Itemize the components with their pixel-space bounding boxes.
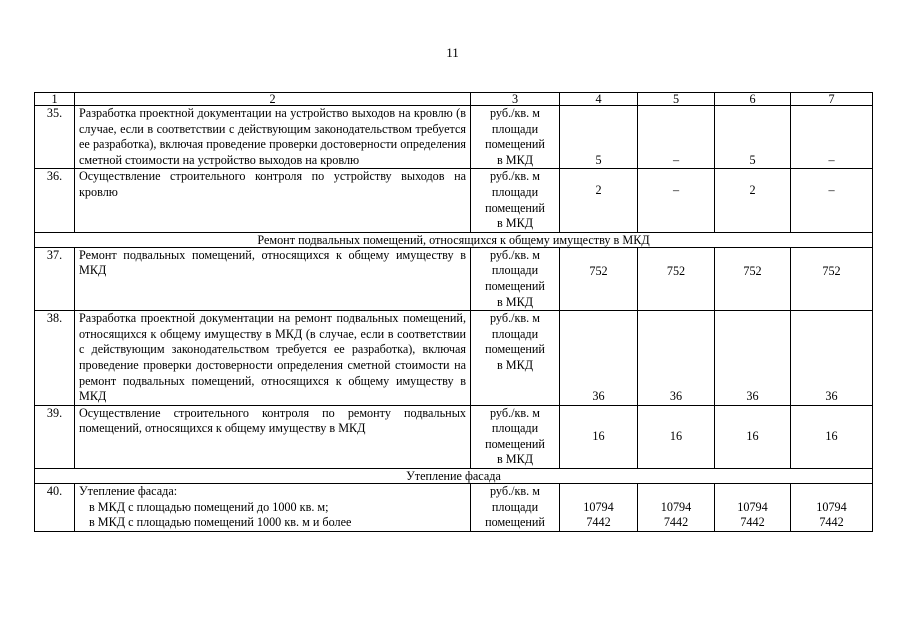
section-row: [35, 469, 873, 484]
value-col-6: 5: [715, 106, 791, 169]
unit-line: в МКД: [496, 294, 534, 309]
value-line: 7442: [586, 515, 611, 530]
row-subitem: в МКД с площадью помещений 1000 кв. м и более: [89, 515, 352, 530]
value-col-4: [560, 484, 638, 532]
header-cell-4: 4: [560, 93, 638, 106]
value-col-5: [638, 484, 715, 532]
header-cell-7: 7: [791, 93, 873, 106]
value-col-6: 16: [715, 405, 791, 468]
value-col-7: 16: [791, 405, 873, 468]
unit-line: в МКД: [496, 152, 534, 167]
unit-line: руб./кв. м: [490, 169, 540, 184]
row-unit: [471, 106, 560, 169]
value-col-5: –: [638, 169, 715, 232]
row-description: Осуществление строительного контроля по ремонту подвальных помещений, относящихся к общему имуществу в МКД: [75, 405, 471, 468]
section-row: [35, 232, 873, 247]
unit-line: руб./кв. м: [490, 311, 540, 326]
page-number: 11: [446, 45, 459, 60]
table-row: [35, 169, 873, 232]
row-description: [75, 484, 471, 532]
value-col-7: –: [791, 169, 873, 232]
value-col-6: 752: [715, 247, 791, 310]
table-row: [35, 405, 873, 468]
row-unit: [471, 247, 560, 310]
header-row: [35, 93, 873, 106]
unit-line: в МКД: [496, 452, 534, 467]
value-col-6: 2: [715, 169, 791, 232]
row-number: 37.: [35, 247, 75, 310]
header-cell-6: 6: [715, 93, 791, 106]
value-col-7: –: [791, 106, 873, 169]
value-col-7: [791, 484, 873, 532]
value-line: 10794: [660, 499, 692, 514]
value-col-5: –: [638, 106, 715, 169]
row-number: 39.: [35, 405, 75, 468]
unit-line: помещений: [485, 200, 545, 215]
row-unit: [471, 169, 560, 232]
section-title: Ремонт подвальных помещений, относящихся к общему имуществу в МКД: [35, 232, 873, 247]
table-row: [35, 247, 873, 310]
value-line: 10794: [816, 499, 847, 514]
unit-line: помещений: [485, 515, 545, 530]
unit-line: помещений: [485, 342, 545, 357]
unit-line: в МКД: [496, 357, 534, 372]
row-number: 35.: [35, 106, 75, 169]
value-col-4: 36: [560, 311, 638, 406]
unit-line: руб./кв. м: [490, 405, 540, 420]
row-description: Ремонт подвальных помещений, относящихся к общему имуществу в МКД: [75, 247, 471, 310]
value-col-5: 752: [638, 247, 715, 310]
value-col-4: 752: [560, 247, 638, 310]
row-description-title: Утепление фасада:: [79, 484, 178, 499]
row-description: Осуществление строительного контроля по устройству выходов на кровлю: [75, 169, 471, 232]
unit-line: площади: [491, 121, 539, 136]
row-unit: [471, 311, 560, 406]
unit-line: руб./кв. м: [490, 484, 540, 499]
value-line: 7442: [819, 515, 844, 530]
value-col-5: 16: [638, 405, 715, 468]
table-row: [35, 484, 873, 532]
unit-line: помещений: [485, 137, 545, 152]
header-cell-1: 1: [35, 93, 75, 106]
value-line: 7442: [740, 515, 765, 530]
value-col-7: 752: [791, 247, 873, 310]
row-subitem: в МКД с площадью помещений до 1000 кв. м;: [89, 499, 329, 514]
unit-line: площади: [491, 499, 539, 514]
table-row: [35, 311, 873, 406]
unit-line: площади: [491, 184, 539, 199]
unit-line: помещений: [485, 436, 545, 451]
unit-line: площади: [491, 421, 539, 436]
value-col-6: [715, 484, 791, 532]
row-number: 36.: [35, 169, 75, 232]
value-col-4: 16: [560, 405, 638, 468]
value-line: 10794: [737, 499, 768, 514]
row-description: Разработка проектной документации на ремонт подвальных помещений, относящихся к общему имуществу в МКД (в случае, если в соответствии с действующим законодательством требуется ее разработка), включая проведение проверки достоверности определения сметной стоимости на ремонт подвальных помещений, относящихся к общему имуществу в МКД: [75, 311, 471, 406]
value-col-7: 36: [791, 311, 873, 406]
value-col-4: 5: [560, 106, 638, 169]
value-col-6: 36: [715, 311, 791, 406]
value-line: 10794: [583, 499, 614, 514]
value-col-5: 36: [638, 311, 715, 406]
value-col-4: 2: [560, 169, 638, 232]
header-cell-3: 3: [471, 93, 560, 106]
unit-line: руб./кв. м: [490, 247, 540, 262]
value-line: 7442: [663, 515, 689, 530]
unit-line: площади: [491, 326, 539, 341]
row-number: 40.: [35, 484, 75, 532]
header-cell-5: 5: [638, 93, 715, 106]
row-number: 38.: [35, 311, 75, 406]
unit-line: помещений: [485, 278, 545, 293]
header-cell-2: 2: [75, 93, 471, 106]
rates-table: [34, 92, 873, 532]
unit-line: в МКД: [496, 216, 534, 231]
unit-line: руб./кв. м: [490, 106, 540, 120]
row-unit: [471, 484, 560, 532]
unit-line: площади: [491, 263, 539, 278]
table-row: [35, 106, 873, 169]
section-title: Утепление фасада: [35, 469, 873, 484]
row-unit: [471, 405, 560, 468]
row-description: Разработка проектной документации на устройство выходов на кровлю (в случае, если в соответствии с действующим законодательством требуется ее разработка), включая проведение проверки достоверности определения сметной стоимости на устройство выходов на кровлю: [75, 106, 471, 169]
